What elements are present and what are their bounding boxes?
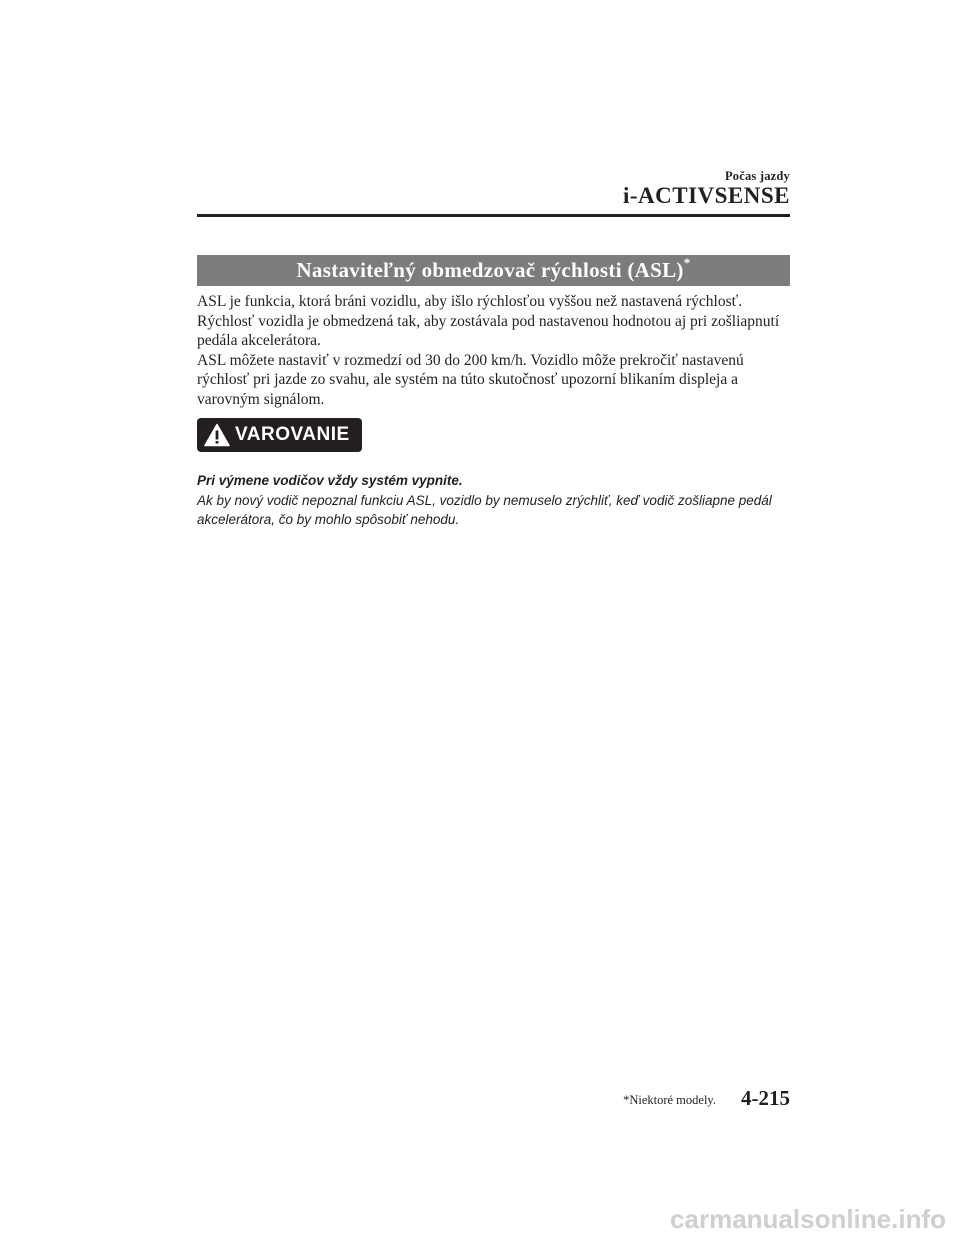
- section-title: Nastaviteľný obmedzovač rýchlosti (ASL): [296, 258, 684, 282]
- section-title-bar: [197, 255, 790, 286]
- header-section-label: Počas jazdy: [724, 169, 790, 183]
- body-paragraph-1: ASL je funkcia, ktorá bráni vozidlu, aby išlo rýchlosťou vyššou než nastavená rýchlosť. Rýchlosť vozidla je obmedzená tak, aby zostávala pod nastavenou hodnotou aj pri zošliapnutí pedála akcelerátora.: [197, 293, 780, 349]
- warning-lead: Pri výmene vodičov vždy systém vypnite.: [197, 473, 463, 488]
- footnote: *Niektoré modely.: [623, 1093, 716, 1107]
- header-chapter-title: i-ACTIVSENSE: [622, 183, 790, 208]
- body-text: [197, 292, 790, 409]
- warning-body: Ak by nový vodič nepoznal funkciu ASL, vozidlo by nemuselo zrýchliť, keď vodič zošliapne pedál akcelerátora, čo by mohlo spôsobiť nehodu.: [197, 492, 772, 527]
- header-divider: [197, 214, 790, 217]
- warning-text: [197, 471, 797, 530]
- body-paragraph-2: ASL môžete nastaviť v rozmedzí od 30 do 200 km/h. Vozidlo môže prekročiť nastavenú rýchlosť pri jazde zo svahu, ale systém na túto skutočnosť upozorní blikaním displeja a varovným signálom.: [197, 351, 744, 408]
- warning-triangle-icon: [204, 423, 230, 447]
- warning-label: VAROVANIE: [235, 424, 350, 445]
- warning-badge: [197, 418, 362, 452]
- section-title-marker: *: [683, 255, 691, 270]
- page-number: 4-215: [741, 1086, 790, 1110]
- watermark: carmanualsonline.info: [670, 1204, 946, 1234]
